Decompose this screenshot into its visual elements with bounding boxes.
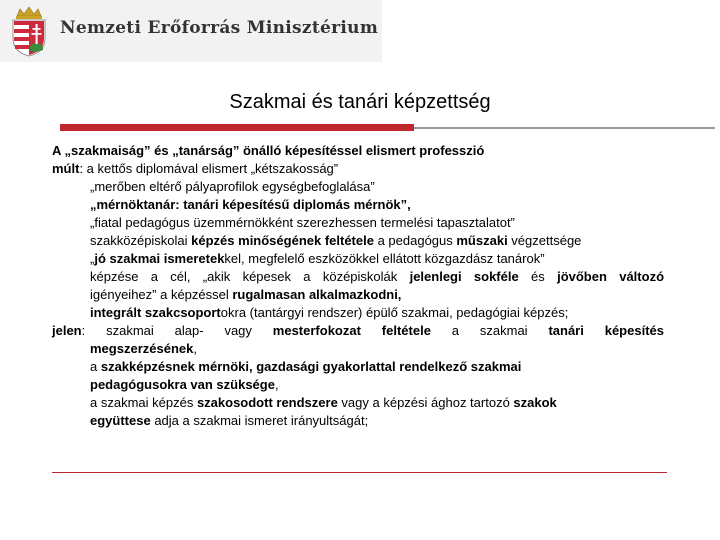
body-line-2: múlt: a kettős diplomával elismert „kétszakosság” bbox=[52, 161, 339, 176]
body-line-1: A „szakmaiság” és „tanárság” önálló képesítéssel elismert professzió bbox=[52, 143, 485, 158]
hungarian-coat-of-arms-icon bbox=[8, 4, 50, 58]
body-line-12: megszerzésének, bbox=[90, 341, 197, 356]
body-line-4: „mérnöktanár: tanári képesítésű diplomás mérnök”, bbox=[90, 197, 411, 212]
bottom-divider bbox=[52, 472, 667, 473]
body-line-8: képzése a cél, „akik képesek a középiskolák jelenlegi sokféle és jövőben változó bbox=[90, 269, 665, 284]
body-line-9: igényeihez” a képzéssel rugalmasan alkalmazkodni, bbox=[90, 287, 402, 302]
body-line-3: „merőben eltérő pályaprofilok egységbefoglalása” bbox=[90, 179, 375, 194]
ministry-name: Nemzeti Erőforrás Minisztérium bbox=[60, 18, 379, 38]
body-line-7: „jó szakmai ismeretekkel, megfelelő eszközökkel ellátott közgazdász tanárok” bbox=[90, 251, 545, 266]
body-line-13: a szakképzésnek mérnöki, gazdasági gyakorlattal rendelkező szakmai bbox=[90, 359, 522, 374]
slide-title: Szakmai és tanári képzettség bbox=[229, 91, 491, 113]
body-line-16: együttese adja a szakmai ismeret irányultságát; bbox=[90, 413, 369, 428]
body-line-14: pedagógusokra van szüksége, bbox=[90, 377, 279, 392]
header-band bbox=[0, 0, 382, 62]
body-line-15: a szakmai képzés szakosodott rendszere vagy a képzési ághoz tartozó szakok bbox=[90, 395, 557, 410]
body-line-5: „fiatal pedagógus üzemmérnökként szerezhessen termelési tapasztalatot” bbox=[90, 215, 515, 230]
body-line-10: integrált szakcsoportokra (tantárgyi rendszer) épülő szakmai, pedagógiai képzés; bbox=[90, 305, 569, 320]
body-line-11: jelen: szakmai alap- vagy mesterfokozat feltétele a szakmai tanári képesítés bbox=[52, 323, 664, 338]
body-line-6: szakközépiskolai képzés minőségének feltétele a pedagógus műszaki végzettsége bbox=[90, 233, 582, 248]
title-accent-bar bbox=[60, 124, 414, 131]
slide-body bbox=[52, 142, 664, 430]
